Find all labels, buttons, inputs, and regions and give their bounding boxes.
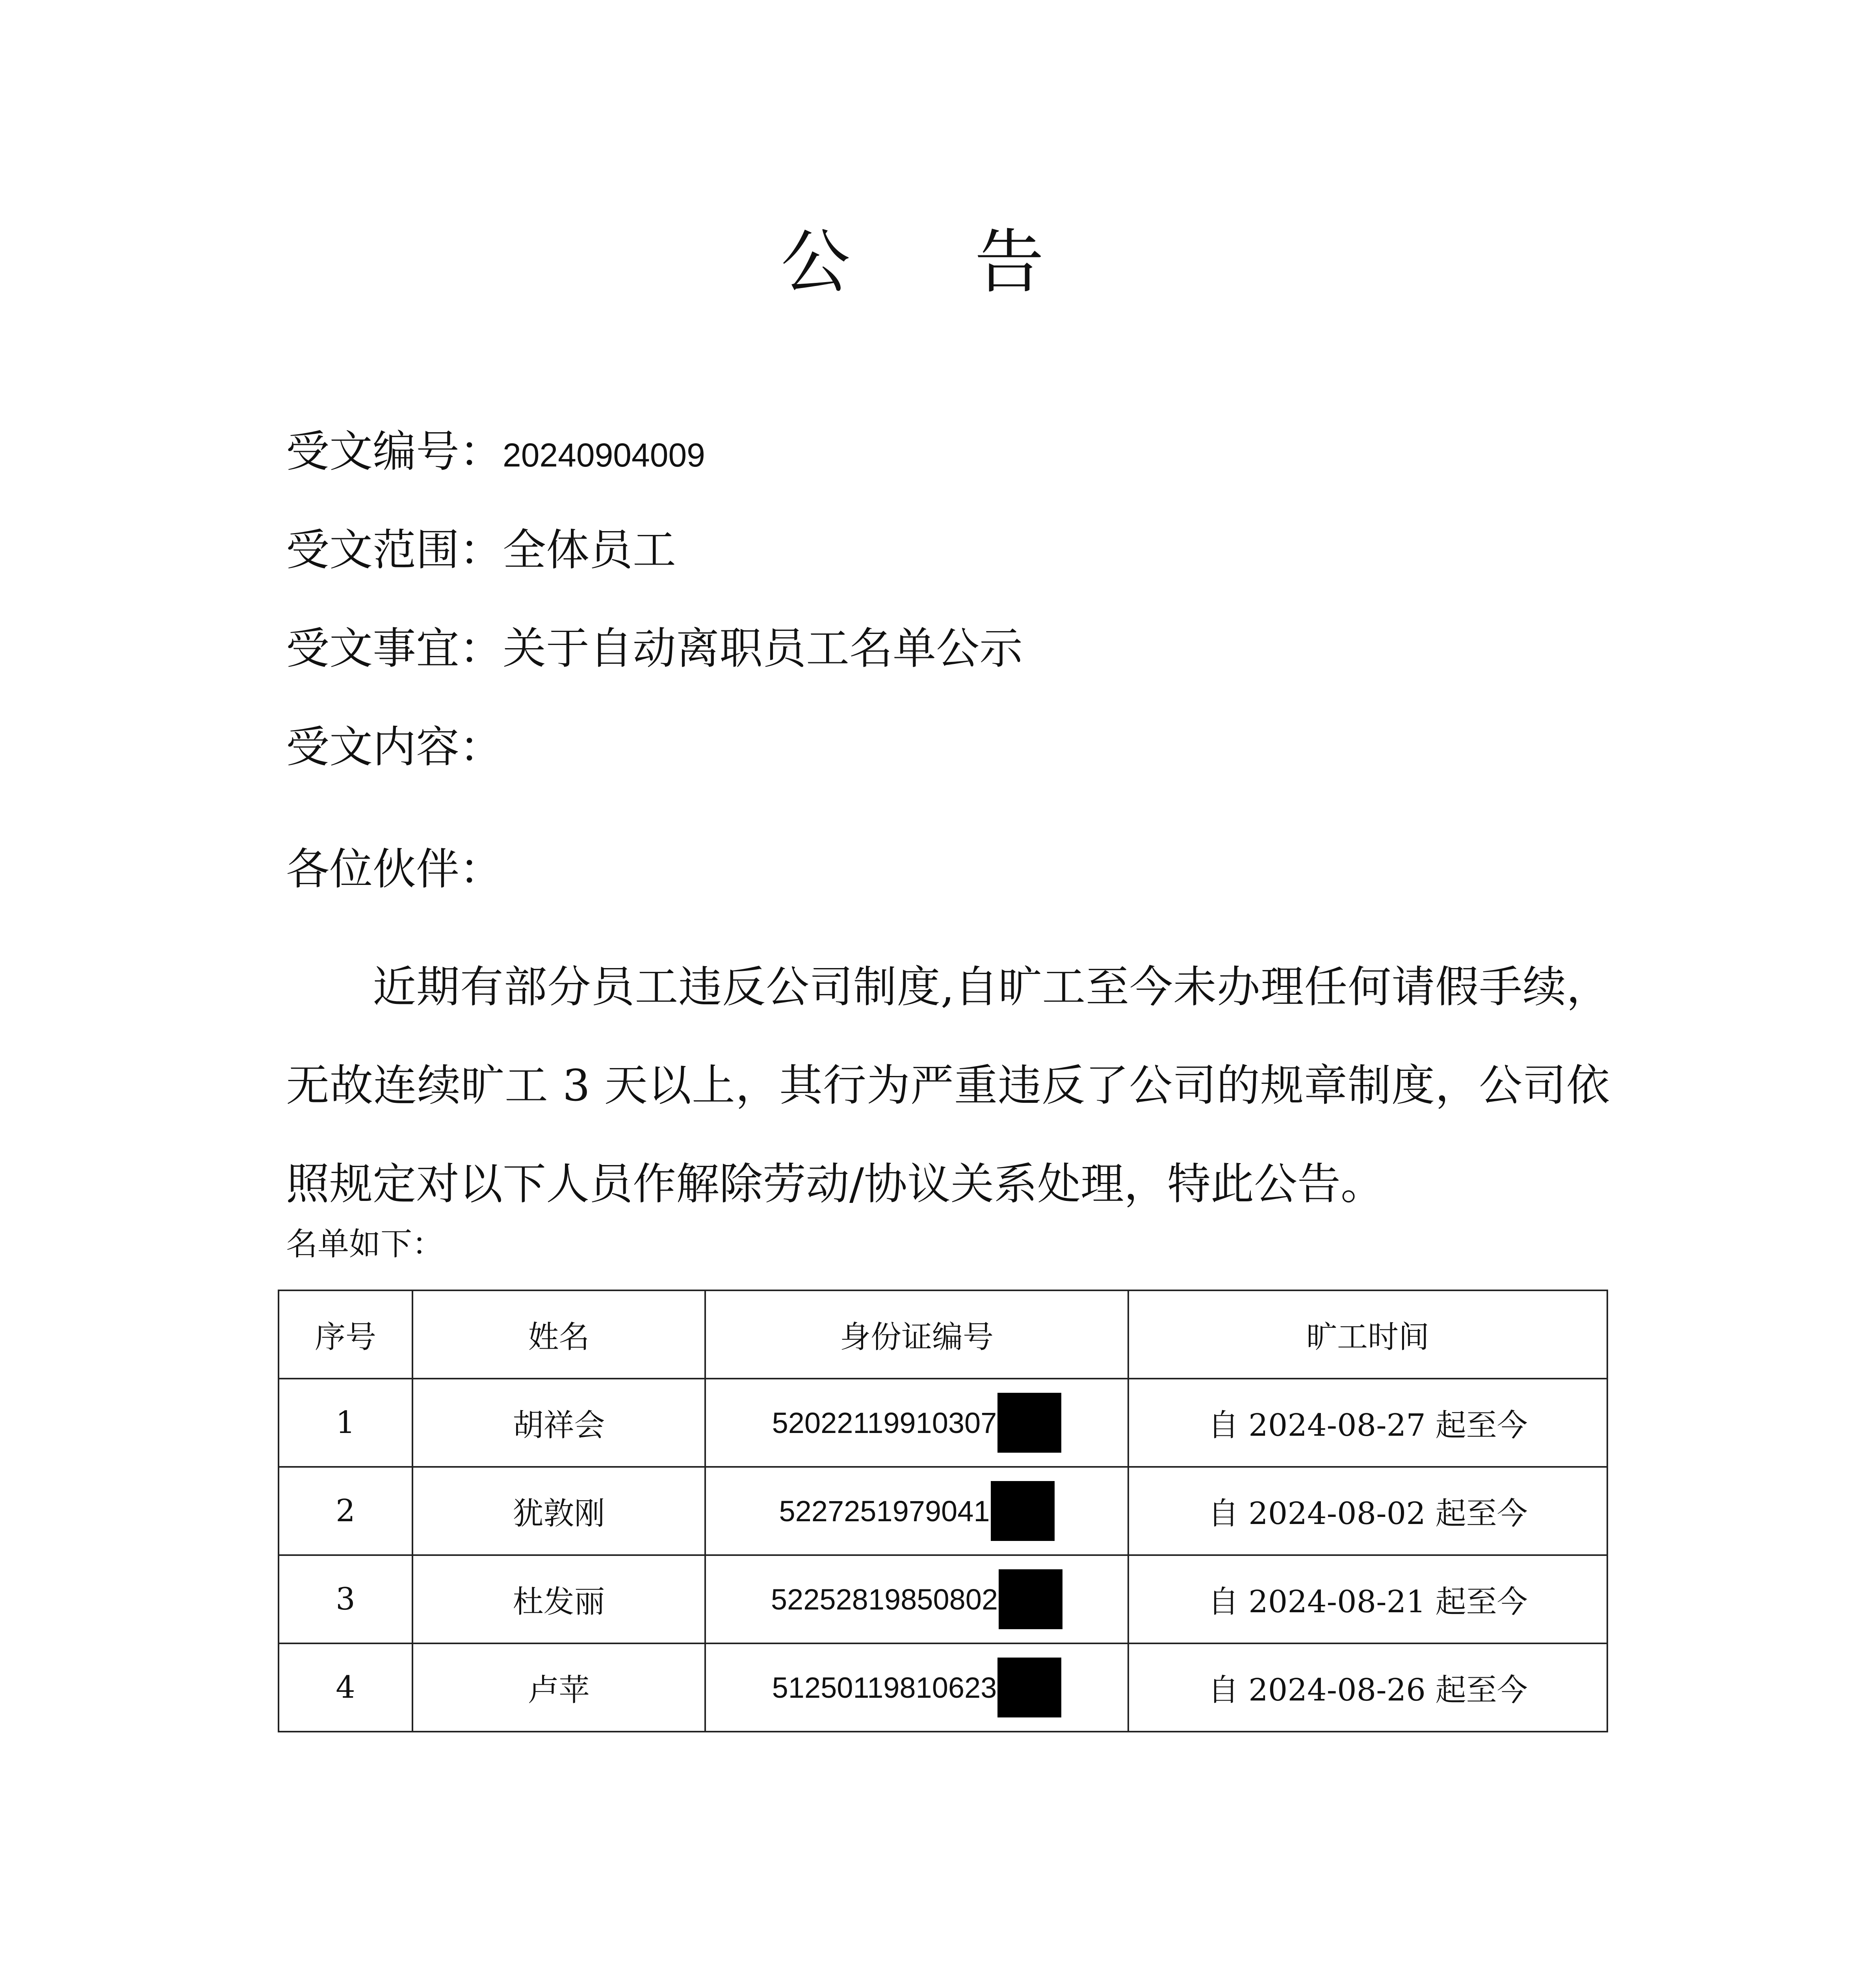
cell-absent: 自 2024-08-02 起至今 [1128,1467,1607,1555]
doc-number-label: 受文编号： [286,426,503,477]
cell-seq: 1 [279,1379,412,1467]
id-digits: 52022119910307 [772,1406,997,1439]
id-digits: 5227251979041 [779,1494,990,1528]
cell-seq: 3 [279,1555,412,1643]
notice-title: 公 告 [781,222,1095,303]
table-row [279,1379,1607,1467]
dismissal-table [278,1290,1608,1732]
cell-seq: 4 [279,1643,412,1732]
table-header-row [279,1290,1607,1379]
list-label: 名单如下： [286,1226,444,1262]
subject-value: 关于自动离职员工名单公示 [503,623,1023,674]
content-label: 受文内容： [286,722,503,772]
subject-label: 受文事宜： [286,623,503,674]
cell-absent: 自 2024-08-26 起至今 [1128,1643,1607,1732]
redaction-block [997,1658,1061,1717]
id-digits: 52252819850802 [771,1583,998,1616]
cell-name: 犹敦刚 [412,1467,705,1555]
scope-value: 全体员工 [503,525,676,575]
greeting: 各位伙伴： [286,844,503,894]
cell-id [705,1643,1128,1732]
cell-id [705,1379,1128,1467]
redaction-block [991,1481,1055,1541]
table-row [279,1643,1607,1732]
header-seq: 序号 [279,1290,412,1379]
header-id: 身份证编号 [705,1290,1128,1379]
subject-row [286,623,1023,675]
cell-name: 卢苹 [412,1643,705,1732]
cell-absent: 自 2024-08-27 起至今 [1128,1379,1607,1467]
notice-body: 近期有部分员工违反公司制度,自旷工至今未办理任何请假手续，无故连续旷工 3 天以上，其行为严重违反了公司的规章制度，公司依照规定对以下人员作解除劳动/协议关系处理，特此公告。 [286,962,1610,1209]
table-row [279,1467,1607,1555]
scope-label: 受文范围： [286,525,503,575]
cell-absent: 自 2024-08-21 起至今 [1128,1555,1607,1643]
id-digits: 51250119810623 [772,1671,997,1704]
cell-id [705,1467,1128,1555]
scope-row [286,524,676,576]
redaction-block [999,1569,1062,1629]
cell-name: 杜发丽 [412,1555,705,1643]
content-row [286,721,503,773]
redaction-block [997,1393,1061,1453]
table-row [279,1555,1607,1643]
doc-number-value: 20240904009 [503,437,705,474]
cell-id [705,1555,1128,1643]
header-absent: 旷工时间 [1128,1290,1607,1379]
header-name: 姓名 [412,1290,705,1379]
cell-seq: 2 [279,1467,412,1555]
cell-name: 胡祥会 [412,1379,705,1467]
doc-number-row [286,426,705,478]
